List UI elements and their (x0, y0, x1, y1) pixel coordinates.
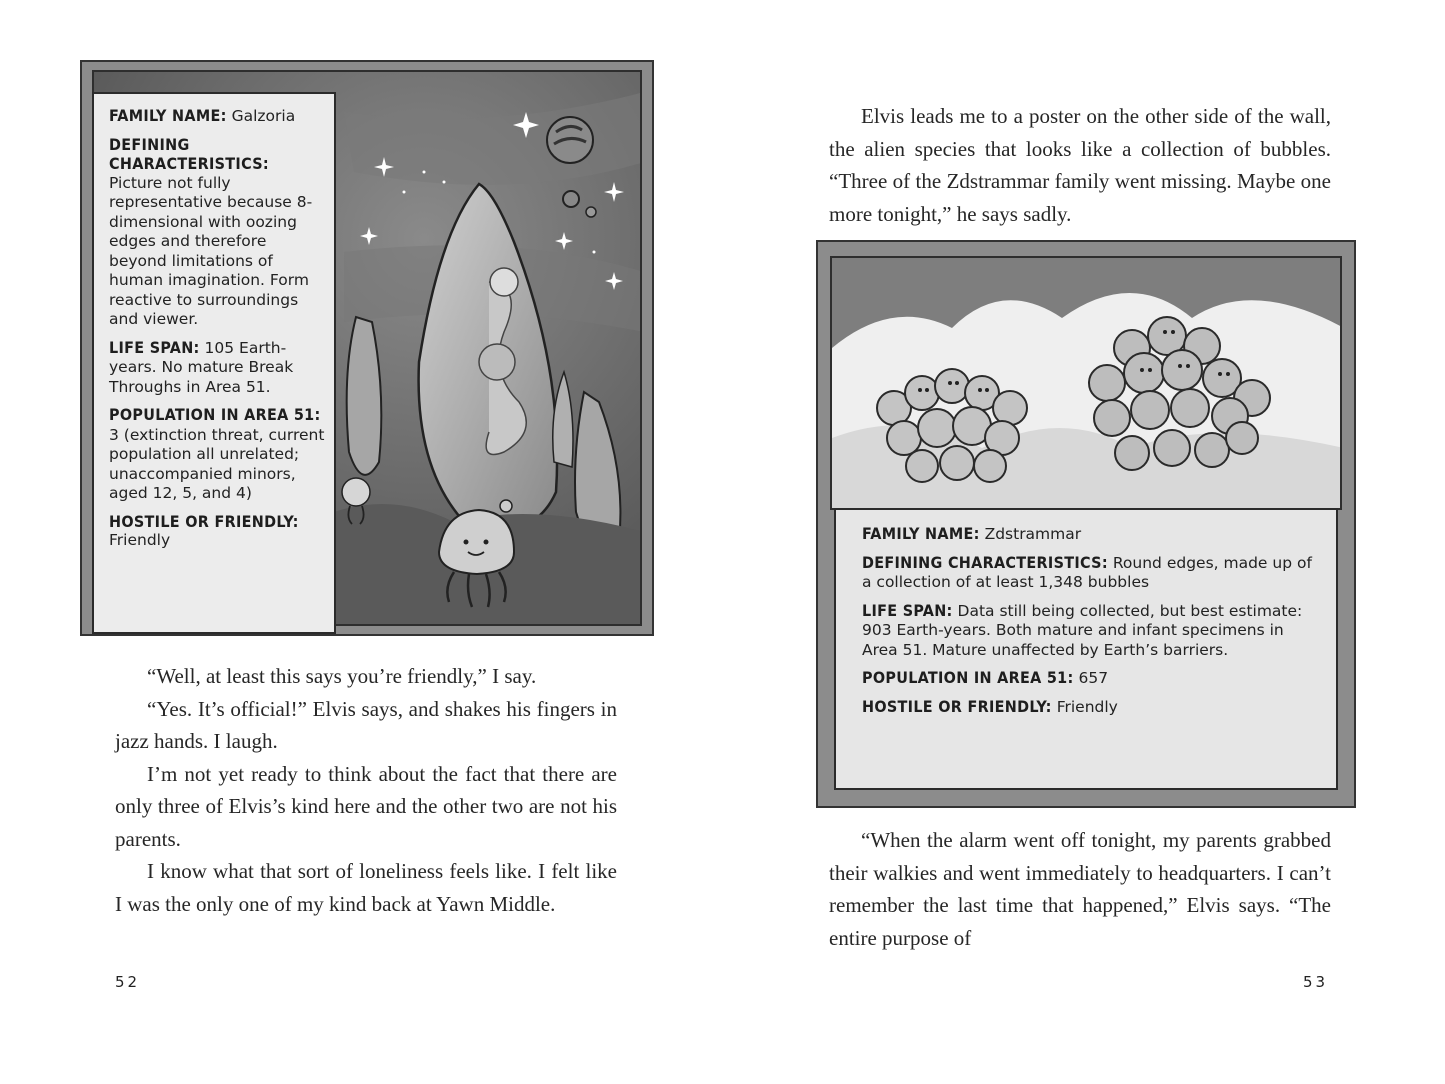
paragraph: I’m not yet ready to think about the fact that there are only three of Elvis’s kind here and the other two are not his parents. (115, 761, 617, 851)
hostile-value: Friendly (109, 531, 171, 549)
zdstrammar-artwork (832, 258, 1342, 510)
population-row (862, 668, 1314, 689)
paragraph: I know what that sort of loneliness feels like. I felt like I was the only one of my kind back at Yawn Middle. (115, 859, 617, 916)
zdstrammar-info-card (834, 508, 1338, 790)
family-name-row (862, 524, 1314, 545)
population-label: POPULATION IN AREA 51: (862, 668, 1074, 687)
hostile-value: Friendly (1056, 697, 1118, 716)
hostile-row (109, 512, 326, 551)
defining-characteristics-row (109, 135, 326, 330)
population-label: POPULATION IN AREA 51: (109, 405, 321, 424)
left-page (0, 0, 722, 1084)
family-name-row (109, 106, 326, 127)
defining-characteristics-value: Picture not fully representative because 8-dimensional with oozing edges and therefore beyond limitations of human imagination. Form reactive to surroundings and viewer. (109, 173, 313, 328)
family-name-value: Galzoria (231, 107, 296, 125)
planet-tiny (586, 207, 596, 217)
closing-text (829, 824, 1331, 954)
galzoria-info-card (92, 92, 336, 634)
left-page-text (115, 660, 617, 920)
hostile-label: HOSTILE OR FRIENDLY: (109, 511, 299, 531)
zdstrammar-illustration (830, 256, 1342, 510)
defining-characteristics-value: Round edges, made up of a collection of at least 1,348 bubbles (862, 553, 1312, 591)
life-span-label: LIFE SPAN: (109, 337, 200, 357)
defining-characteristics-label: DEFINING CHARACTERISTICS: (862, 552, 1108, 572)
page-number: 53 (1303, 973, 1329, 991)
defining-characteristics-label: DEFINING CHARACTERISTICS: (109, 134, 269, 173)
life-span-row (109, 338, 326, 398)
paragraph: “Yes. It’s official!” Elvis says, and shakes his fingers in jazz hands. I laugh. (115, 696, 617, 753)
population-row (109, 405, 326, 504)
life-span-value: 105 Earth-years. No mature Break Throughs in Area 51. (109, 338, 294, 396)
left-crystal (347, 317, 382, 475)
life-span-value: Data still being collected, but best estimate: 903 Earth-years. Both mature and infant specimens in Area 51. Mature unaffected by Earth’s barriers. (862, 601, 1303, 659)
hostile-row (862, 697, 1314, 718)
paragraph: “When the alarm went off tonight, my parents grabbed their walkies and went immediately to headquarters. I can’t remember the last time that happened,” Elvis says. “The entire purpose of (829, 828, 1331, 950)
family-name-label: FAMILY NAME: (109, 106, 227, 125)
population-value: 657 (1078, 669, 1109, 687)
family-name-value: Zdstrammar (984, 525, 1082, 543)
intro-text (829, 100, 1331, 230)
life-span-row (862, 601, 1314, 661)
defining-characteristics-row (862, 553, 1314, 593)
paragraph: “Well, at least this says you’re friendly,” I say. (147, 664, 537, 688)
life-span-label: LIFE SPAN: (862, 600, 953, 620)
family-name-label: FAMILY NAME: (862, 524, 980, 543)
paragraph: Elvis leads me to a poster on the other side of the wall, the alien species that looks like a collection of bubbles. “Three of the Zdstrammar family went missing. Maybe one more tonight,” he says sadly. (829, 104, 1331, 226)
page-number: 52 (115, 973, 141, 991)
planet-small (563, 191, 579, 207)
hostile-label: HOSTILE OR FRIENDLY: (862, 696, 1052, 716)
population-value: 3 (extinction threat, current population all unrelated; unaccompanied minors, aged 12, 5, and 4) (109, 425, 325, 502)
